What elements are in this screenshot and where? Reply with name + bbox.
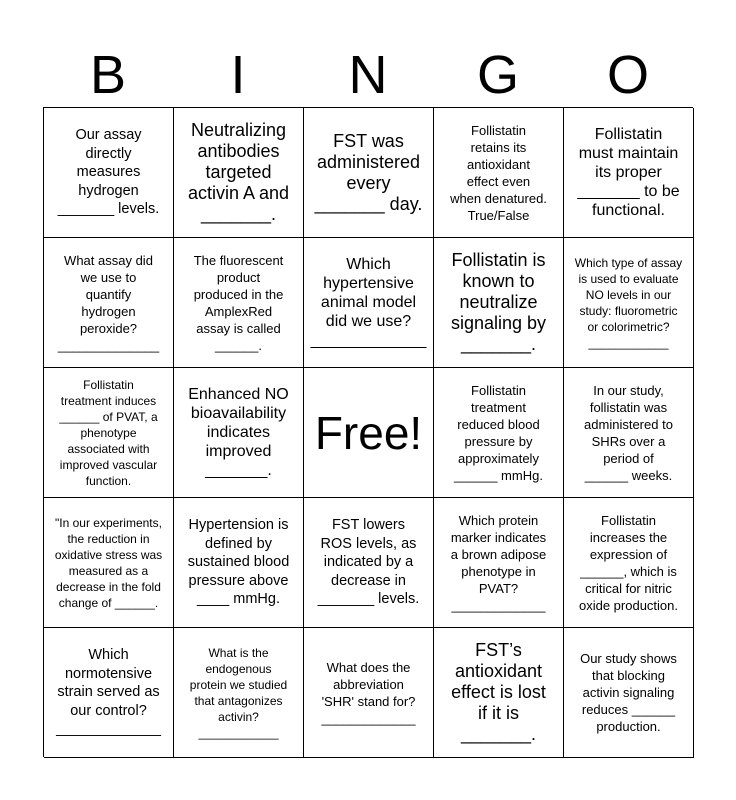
bingo-cell-r3c2[interactable] (174, 368, 304, 498)
cell-text: "In our experiments, the reduction in oxidative stress was measured as a decrease in the fold change of ______. (54, 515, 163, 610)
bingo-cell-r2c1[interactable] (44, 238, 174, 368)
header-letter-o: O (606, 45, 649, 105)
cell-text: Follistatin treatment induces ______ of PVAT, a phenotype associated with improved vascular function. (59, 377, 158, 488)
bingo-grid (43, 107, 693, 757)
header-letter-g: G (476, 45, 519, 105)
cell-text: What assay did we use to quantify hydrogen peroxide? ______________ (57, 252, 160, 353)
bingo-cell-r2c5[interactable] (564, 238, 694, 368)
bingo-cell-r3c5[interactable] (564, 368, 694, 498)
bingo-cell-r3c1[interactable] (44, 368, 174, 498)
bingo-cell-free[interactable] (304, 368, 434, 498)
cell-text: The fluorescent product produced in the AmplexRed assay is called ______. (193, 252, 284, 353)
cell-text: Which type of assay is used to evaluate NO levels in our study: fluorometric or colorimetric? ____________ (574, 255, 683, 350)
bingo-cell-r5c4[interactable] (434, 628, 564, 758)
bingo-cell-r1c5[interactable] (564, 108, 694, 238)
cell-text: FST lowers ROS levels, as indicated by a decrease in _______ levels. (317, 517, 420, 608)
bingo-cell-r1c1[interactable] (44, 108, 174, 238)
bingo-cell-r4c4[interactable] (434, 498, 564, 628)
cell-text: Follistatin increases the expression of ______, which is critical for nitric oxide production. (578, 512, 678, 613)
cell-text: Follistatin must maintain its proper _______ to be functional. (577, 126, 680, 219)
cell-text: What does the abbreviation 'SHR' stand for? _____________ (321, 659, 416, 726)
cell-text: FST was administered every _______ day. (314, 130, 423, 214)
bingo-header (43, 45, 693, 105)
bingo-cell-r4c2[interactable] (174, 498, 304, 628)
bingo-cell-r5c3[interactable] (304, 628, 434, 758)
cell-text: Which normotensive strain served as our control? _____________ (56, 647, 161, 738)
bingo-cell-r3c4[interactable] (434, 368, 564, 498)
cell-text: Hypertension is defined by sustained blood pressure above ____ mmHg. (187, 517, 290, 608)
cell-text: Which protein marker indicates a brown adipose phenotype in PVAT? _____________ (450, 512, 547, 613)
bingo-cell-r4c5[interactable] (564, 498, 694, 628)
bingo-cell-r2c2[interactable] (174, 238, 304, 368)
bingo-cell-r5c5[interactable] (564, 628, 694, 758)
cell-text: Enhanced NO bioavailability indicates improved _______. (188, 386, 289, 479)
free-space-label: Free! (314, 406, 423, 459)
header-letter-n: N (348, 45, 388, 105)
bingo-cell-r5c2[interactable] (174, 628, 304, 758)
bingo-cell-r4c3[interactable] (304, 498, 434, 628)
cell-text: Which hypertensive animal model did we use? _____________ (310, 256, 427, 349)
cell-text: Our study shows that blocking activin signaling reduces ______ production. (580, 651, 677, 734)
bingo-cell-r1c2[interactable] (174, 108, 304, 238)
cell-text: What is the endogenous protein we studied that antagonizes activin? ____________ (189, 645, 288, 740)
header-letter-i: I (230, 45, 246, 105)
header-letter-b: B (89, 45, 127, 105)
bingo-cell-r2c4[interactable] (434, 238, 564, 368)
cell-text: Follistatin retains its antioxidant effect even when denatured. True/False (450, 122, 547, 223)
bingo-cell-r1c3[interactable] (304, 108, 434, 238)
bingo-cell-r1c4[interactable] (434, 108, 564, 238)
bingo-cell-r4c1[interactable] (44, 498, 174, 628)
bingo-cell-r2c3[interactable] (304, 238, 434, 368)
cell-text: Our assay directly measures hydrogen _______ levels. (57, 127, 160, 218)
bingo-cell-r5c1[interactable] (44, 628, 174, 758)
cell-text: In our study, follistatin was administered to SHRs over a period of ______ weeks. (584, 382, 673, 483)
cell-text: Follistatin treatment reduced blood pressure by approximately ______ mmHg. (454, 382, 543, 483)
cell-text: Follistatin is known to neutralize signaling by _______. (450, 250, 547, 354)
cell-text: Neutralizing antibodies targeted activin A and _______. (187, 120, 290, 224)
cell-text: FST’s antioxidant effect is lost if it is _______. (451, 640, 546, 744)
